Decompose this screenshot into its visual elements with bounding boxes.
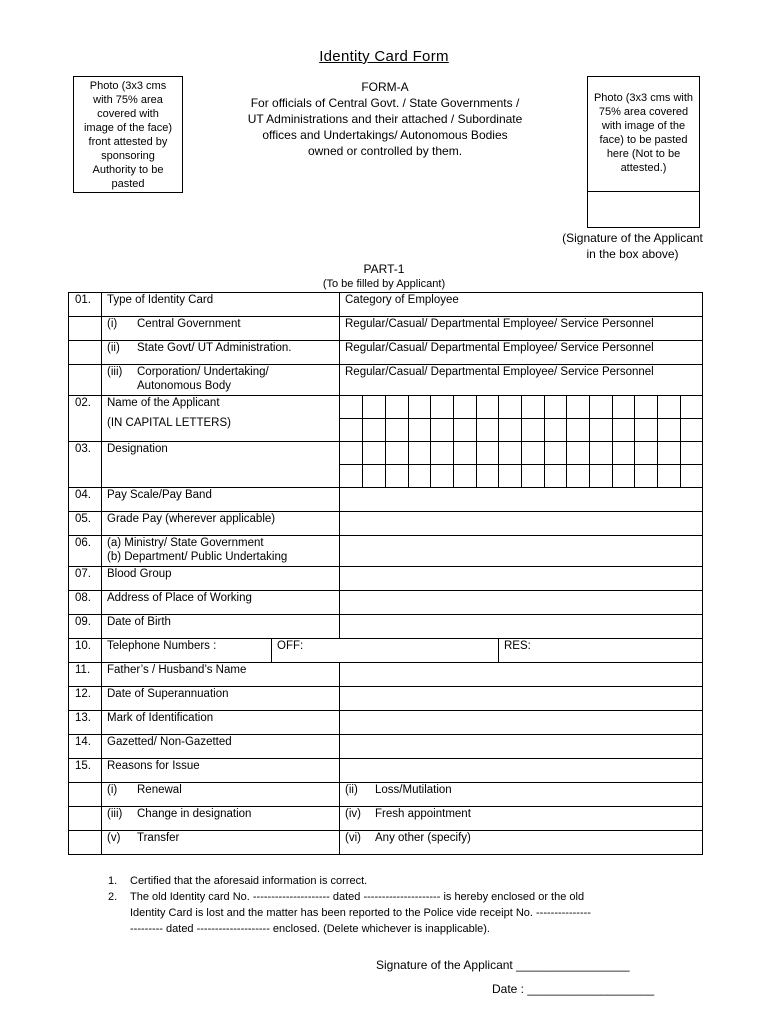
field-label-text: (a) Ministry/ State Government bbox=[107, 537, 264, 549]
letter-box[interactable] bbox=[431, 442, 454, 465]
table-row bbox=[69, 365, 703, 396]
part-title: PART-1 bbox=[363, 262, 405, 276]
reason-option-designation-change[interactable] bbox=[102, 807, 340, 831]
option-index: (ii) bbox=[345, 784, 358, 796]
option-text: Any other (specify) bbox=[375, 832, 471, 844]
signature-box[interactable] bbox=[588, 192, 699, 227]
photo-note-line: image of the face) bbox=[83, 122, 173, 134]
field-label: Date of Birth bbox=[102, 615, 340, 639]
category-options[interactable]: Regular/Casual/ Departmental Employee/ Service Personnel bbox=[340, 341, 703, 365]
letter-box[interactable] bbox=[340, 396, 363, 419]
category-options[interactable]: Regular/Casual/ Departmental Employee/ Service Personnel bbox=[340, 317, 703, 341]
table-row bbox=[69, 293, 703, 317]
photo-box-attested bbox=[73, 76, 183, 193]
table-row bbox=[69, 536, 703, 567]
letter-box[interactable] bbox=[409, 419, 431, 442]
letter-box[interactable] bbox=[567, 396, 590, 419]
photo-note-line: sponsoring bbox=[101, 150, 155, 162]
letter-box[interactable] bbox=[681, 465, 703, 488]
table-row bbox=[69, 783, 703, 807]
letter-box[interactable] bbox=[635, 442, 658, 465]
note-text: --------- dated -------------------- enclosed. (Delete whichever is inapplicable). bbox=[130, 923, 490, 935]
table-row bbox=[69, 663, 703, 687]
gazetted-status-field[interactable] bbox=[340, 735, 703, 759]
letter-box[interactable] bbox=[681, 442, 703, 465]
photo-note-line: with image of the bbox=[601, 120, 686, 132]
row-number: 05. bbox=[69, 512, 102, 536]
form-heading-line: UT Administrations and their attached / Subordinate bbox=[247, 112, 523, 126]
ministry-department-field[interactable] bbox=[340, 536, 703, 567]
declaration-notes bbox=[108, 873, 708, 937]
option-text: Central Government bbox=[137, 318, 241, 330]
letter-box[interactable] bbox=[477, 465, 499, 488]
letter-box[interactable] bbox=[545, 419, 567, 442]
table-row bbox=[69, 317, 703, 341]
option-text: Renewal bbox=[137, 784, 182, 796]
field-label-text: (IN CAPITAL LETTERS) bbox=[107, 417, 231, 429]
letter-box[interactable] bbox=[590, 465, 613, 488]
photo-note-line: front attested by bbox=[88, 136, 168, 148]
letter-box[interactable] bbox=[658, 465, 681, 488]
letter-box[interactable] bbox=[635, 396, 658, 419]
table-row bbox=[69, 488, 703, 512]
row-number: 06. bbox=[69, 536, 102, 567]
letter-box[interactable] bbox=[431, 465, 454, 488]
letter-box[interactable] bbox=[545, 442, 567, 465]
photo-note-line: Photo (3x3 cms bbox=[89, 80, 167, 92]
form-code: FORM-A bbox=[361, 80, 409, 94]
note-number: 2. bbox=[108, 891, 118, 903]
form-heading-line: For officials of Central Govt. / State Governments / bbox=[250, 96, 520, 110]
letter-box[interactable] bbox=[363, 396, 386, 419]
letter-box[interactable] bbox=[613, 465, 635, 488]
option-index: (v) bbox=[107, 832, 121, 844]
signature-note-line: (Signature of the Applicant bbox=[562, 231, 703, 245]
letter-box[interactable] bbox=[409, 465, 431, 488]
photo-note-line: here (Not to be bbox=[606, 148, 681, 160]
field-label: Designation bbox=[102, 442, 340, 488]
table-row bbox=[69, 591, 703, 615]
letter-box[interactable] bbox=[590, 442, 613, 465]
letter-box[interactable] bbox=[454, 419, 477, 442]
note-text: Identity Card is lost and the matter has been reported to the Police vide receipt No. --------------- bbox=[130, 907, 591, 919]
letter-box[interactable] bbox=[499, 465, 522, 488]
option-index: (iv) bbox=[345, 808, 361, 820]
letter-box[interactable] bbox=[545, 465, 567, 488]
option-index: (vi) bbox=[345, 832, 361, 844]
letter-box[interactable] bbox=[431, 396, 454, 419]
letter-box[interactable] bbox=[477, 396, 499, 419]
table-row bbox=[69, 442, 703, 465]
letter-box[interactable] bbox=[454, 465, 477, 488]
option-label[interactable] bbox=[102, 317, 340, 341]
category-options[interactable]: Regular/Casual/ Departmental Employee/ Service Personnel bbox=[340, 365, 703, 396]
letter-box[interactable] bbox=[363, 419, 386, 442]
table-row bbox=[69, 807, 703, 831]
superannuation-date-field[interactable] bbox=[340, 687, 703, 711]
note-text: Certified that the aforesaid information is correct. bbox=[130, 875, 368, 887]
office-phone-field[interactable]: OFF: bbox=[272, 639, 499, 663]
letter-box[interactable] bbox=[409, 396, 431, 419]
letter-box[interactable] bbox=[658, 419, 681, 442]
field-label: Address of Place of Working bbox=[102, 591, 340, 615]
photo-note-line: Authority to be bbox=[92, 164, 164, 176]
signature-note-line: in the box above) bbox=[586, 247, 679, 261]
table-row bbox=[69, 831, 703, 855]
table-row bbox=[69, 687, 703, 711]
photo-box-unattested bbox=[587, 76, 700, 228]
option-text: Transfer bbox=[137, 832, 180, 844]
field-label: Gazetted/ Non-Gazetted bbox=[102, 735, 340, 759]
signature-box-note bbox=[540, 230, 725, 262]
letter-box[interactable] bbox=[409, 442, 431, 465]
option-index: (iii) bbox=[107, 808, 123, 820]
grade-pay-field[interactable] bbox=[340, 512, 703, 536]
photo-note-line: attested.) bbox=[620, 162, 667, 174]
option-label[interactable] bbox=[102, 365, 340, 396]
table-row bbox=[69, 512, 703, 536]
letter-box[interactable] bbox=[363, 465, 386, 488]
field-label: Blood Group bbox=[102, 567, 340, 591]
reason-option-other[interactable] bbox=[340, 831, 703, 855]
field-label: Type of Identity Card bbox=[102, 293, 340, 317]
letter-box[interactable] bbox=[590, 419, 613, 442]
photo-note-line: with 75% area bbox=[93, 94, 163, 106]
photo-note-line: 75% area covered bbox=[598, 106, 689, 118]
table-row bbox=[69, 341, 703, 365]
letter-box[interactable] bbox=[340, 442, 363, 465]
note-text: The old Identity card No. --------------------- dated --------------------- is hereby enclosed or the old bbox=[130, 891, 585, 903]
letter-box[interactable] bbox=[340, 419, 363, 442]
work-address-field[interactable] bbox=[340, 591, 703, 615]
form-title: Identity Card Form bbox=[319, 48, 449, 65]
letter-box[interactable] bbox=[545, 396, 567, 419]
part-subtitle: (To be filled by Applicant) bbox=[322, 278, 446, 290]
letter-box[interactable] bbox=[363, 442, 386, 465]
reason-option-transfer[interactable] bbox=[102, 831, 340, 855]
table-row bbox=[69, 711, 703, 735]
row-number: 07. bbox=[69, 567, 102, 591]
letter-box[interactable] bbox=[386, 419, 409, 442]
photo-note-line: face) to be pasted bbox=[599, 134, 688, 146]
letter-box[interactable] bbox=[522, 396, 545, 419]
letter-box[interactable] bbox=[635, 419, 658, 442]
letter-box[interactable] bbox=[613, 396, 635, 419]
table-row bbox=[69, 759, 703, 783]
application-table bbox=[68, 292, 703, 855]
row-number: 08. bbox=[69, 591, 102, 615]
row-number: 11. bbox=[69, 663, 102, 687]
letter-box[interactable] bbox=[658, 442, 681, 465]
letter-box[interactable] bbox=[431, 419, 454, 442]
pay-scale-field[interactable] bbox=[340, 488, 703, 512]
field-label: Reasons for Issue bbox=[102, 759, 340, 783]
residence-phone-field[interactable]: RES: bbox=[499, 639, 703, 663]
field-label: Pay Scale/Pay Band bbox=[102, 488, 340, 512]
row-number: 15. bbox=[69, 759, 102, 783]
letter-box[interactable] bbox=[681, 396, 703, 419]
letter-box[interactable] bbox=[522, 419, 545, 442]
form-heading-line: offices and Undertakings/ Autonomous Bodies bbox=[262, 128, 508, 142]
field-label: Date of Superannuation bbox=[102, 687, 340, 711]
letter-box[interactable] bbox=[613, 419, 635, 442]
option-label[interactable] bbox=[102, 341, 340, 365]
letter-box[interactable] bbox=[567, 465, 590, 488]
letter-box[interactable] bbox=[567, 419, 590, 442]
row-number: 14. bbox=[69, 735, 102, 759]
applicant-signature-line[interactable]: Signature of the Applicant _________________ bbox=[376, 958, 630, 972]
letter-box[interactable] bbox=[477, 419, 499, 442]
photo-note-line: covered with bbox=[97, 108, 159, 120]
row-number: 04. bbox=[69, 488, 102, 512]
reason-option-renewal[interactable] bbox=[102, 783, 340, 807]
column-header-category: Category of Employee bbox=[340, 293, 703, 317]
form-heading-line: owned or controlled by them. bbox=[307, 144, 463, 158]
field-label bbox=[102, 536, 340, 567]
row-number: 03. bbox=[69, 442, 102, 488]
letter-box[interactable] bbox=[522, 442, 545, 465]
field-label-text: Name of the Applicant bbox=[107, 397, 220, 409]
identification-mark-field[interactable] bbox=[340, 711, 703, 735]
letter-box[interactable] bbox=[386, 465, 409, 488]
letter-box[interactable] bbox=[499, 442, 522, 465]
row-number: 12. bbox=[69, 687, 102, 711]
field-label-text: (b) Department/ Public Undertaking bbox=[107, 551, 288, 563]
row-number: 09. bbox=[69, 615, 102, 639]
reasons-field bbox=[340, 759, 703, 783]
option-index: (i) bbox=[107, 784, 118, 796]
letter-box[interactable] bbox=[635, 465, 658, 488]
row-number: 02. bbox=[69, 396, 102, 442]
letter-box[interactable] bbox=[499, 396, 522, 419]
table-row bbox=[69, 615, 703, 639]
letter-box[interactable] bbox=[499, 419, 522, 442]
parent-spouse-name-field[interactable] bbox=[340, 663, 703, 687]
field-label: Mark of Identification bbox=[102, 711, 340, 735]
table-row bbox=[69, 735, 703, 759]
letter-box[interactable] bbox=[454, 442, 477, 465]
option-index: (ii) bbox=[107, 342, 120, 354]
photo-note-line: Photo (3x3 cms with bbox=[593, 92, 694, 104]
option-index: (iii) bbox=[107, 366, 123, 378]
row-number: 10. bbox=[69, 639, 102, 663]
table-row bbox=[69, 396, 703, 419]
note-number: 1. bbox=[108, 875, 118, 887]
option-text: Change in designation bbox=[137, 808, 252, 820]
row-number: 13. bbox=[69, 711, 102, 735]
table-row bbox=[69, 639, 703, 663]
option-text: Autonomous Body bbox=[137, 380, 231, 392]
letter-box[interactable] bbox=[477, 442, 499, 465]
letter-box[interactable] bbox=[590, 396, 613, 419]
reason-option-fresh-appointment[interactable] bbox=[340, 807, 703, 831]
blood-group-field[interactable] bbox=[340, 567, 703, 591]
photo-area bbox=[588, 77, 699, 192]
reason-option-loss[interactable] bbox=[340, 783, 703, 807]
field-label: Telephone Numbers : bbox=[102, 639, 272, 663]
row-number: 01. bbox=[69, 293, 102, 317]
option-text: Fresh appointment bbox=[375, 808, 471, 820]
photo-note-line: pasted bbox=[111, 178, 145, 190]
date-of-birth-field[interactable] bbox=[340, 615, 703, 639]
field-label bbox=[102, 396, 340, 442]
field-label: Grade Pay (wherever applicable) bbox=[102, 512, 340, 536]
form-heading bbox=[210, 79, 560, 159]
option-text: Loss/Mutilation bbox=[375, 784, 452, 796]
date-line[interactable]: Date : ___________________ bbox=[492, 982, 655, 996]
option-text: State Govt/ UT Administration. bbox=[137, 342, 292, 354]
letter-box[interactable] bbox=[613, 442, 635, 465]
table-row bbox=[69, 567, 703, 591]
option-text: Corporation/ Undertaking/ bbox=[137, 366, 269, 378]
option-index: (i) bbox=[107, 318, 118, 330]
letter-box[interactable] bbox=[340, 465, 363, 488]
letter-box[interactable] bbox=[454, 396, 477, 419]
letter-box[interactable] bbox=[681, 419, 703, 442]
letter-box[interactable] bbox=[386, 442, 409, 465]
letter-box[interactable] bbox=[386, 396, 409, 419]
letter-box[interactable] bbox=[658, 396, 681, 419]
letter-box[interactable] bbox=[567, 442, 590, 465]
field-label: Father’s / Husband’s Name bbox=[102, 663, 340, 687]
letter-box[interactable] bbox=[522, 465, 545, 488]
